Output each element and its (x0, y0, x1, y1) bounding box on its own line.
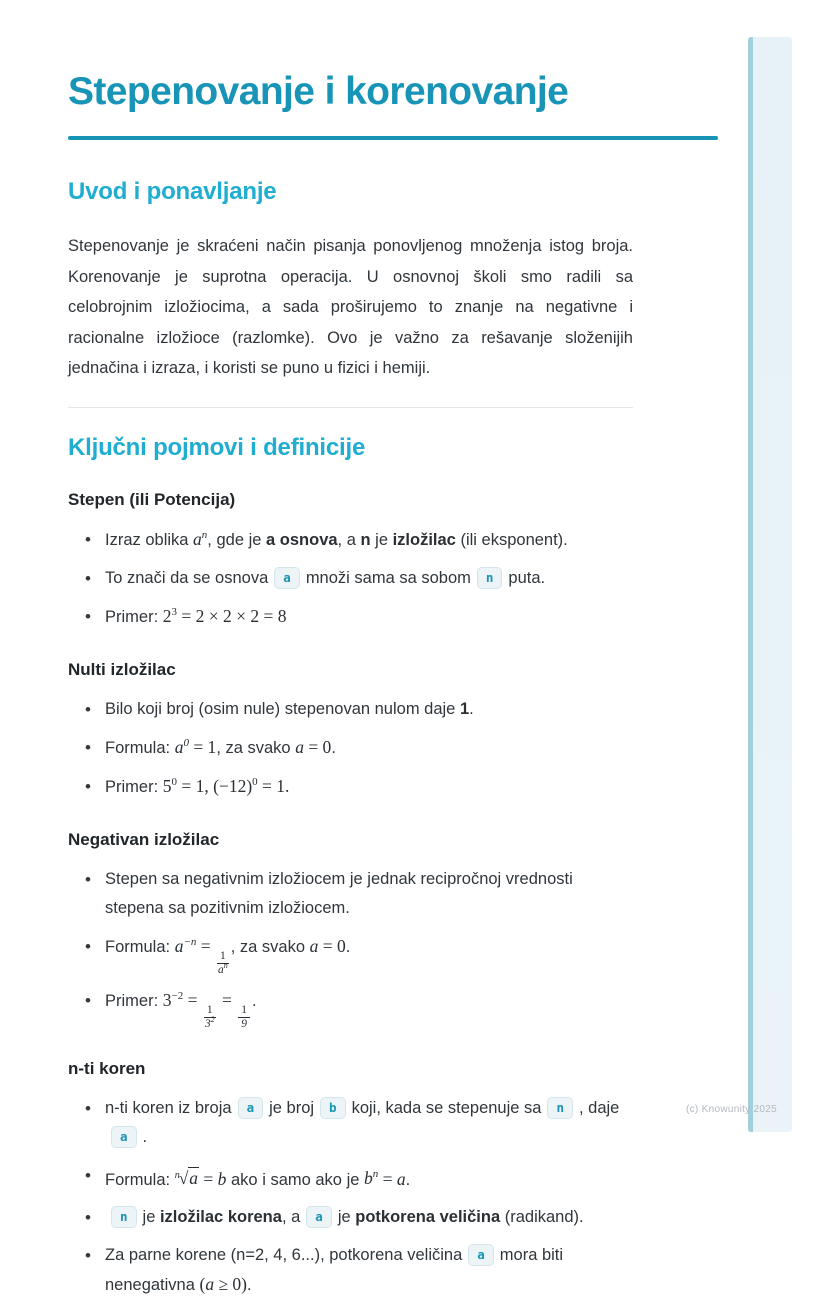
plain-text: . (251, 991, 257, 1010)
math-fraction (217, 951, 229, 977)
math-exponent: −2 (171, 989, 184, 1002)
plain-text: puta. (508, 568, 546, 587)
math-text: = (183, 989, 202, 1010)
math-text: = 0 (318, 935, 346, 956)
bold-text: n (360, 530, 371, 549)
plain-text: , gde je (207, 530, 267, 549)
plain-text: n-ti koren iz broja (105, 1098, 232, 1117)
plain-text: Za parne korene (n=2, 4, 6...), potkorena veličina (105, 1246, 463, 1265)
concept-subheading: Stepen (ili Potencija) (68, 489, 236, 509)
fraction-denominator: $a^n$ (218, 961, 228, 976)
list-item (105, 986, 633, 1031)
concept-groups (68, 489, 633, 1301)
plain-text: Formula: (105, 738, 175, 757)
plain-text: . (331, 738, 336, 757)
math-exponent: −n (183, 935, 197, 948)
plain-text: , a (281, 1208, 301, 1227)
math-exponent: 3 (171, 605, 177, 618)
math-exponent: 0 (171, 775, 177, 788)
plain-text: je (142, 1208, 160, 1227)
plain-text: koji, kada se stepenuje sa (351, 1098, 542, 1117)
plain-text: . (247, 1276, 252, 1295)
plain-text: To znači da se osnova (105, 568, 269, 587)
document-body (68, 0, 633, 1309)
list-item (105, 602, 633, 632)
section-divider (68, 407, 633, 408)
plain-text: , za svako (230, 937, 310, 956)
concepts-heading: Ključni pojmovi i definicije (68, 433, 366, 461)
math-power: $a^n$ (193, 528, 208, 549)
plain-text: Formula: (105, 937, 175, 956)
plain-text: , za svako (216, 738, 296, 757)
plain-text: (radikand). (500, 1208, 584, 1227)
fraction-denominator: $3^2$ (204, 1015, 215, 1030)
plain-text: Primer: (105, 991, 163, 1010)
list-item (105, 564, 633, 593)
list-item (105, 1094, 633, 1152)
concept-subheading: Nulti izložilac (68, 659, 176, 679)
intro-paragraph: Stepenovanje je skraćeni način pisanja ponovljenog množenja istog broja. Korenovanje je suprotna operacija. U osnovnoj školi smo radili sa celobrojnim izložiocima, a sada proširujemo to znanje na negativne i racionalne izložioce (razlomke). Ovo je važno za rešavanje složenijih jednačina i izraza, i koristi se puno u fizici i hemiji. (68, 237, 633, 377)
fraction-denominator: 9 (241, 1018, 247, 1030)
math-variable: a (205, 1274, 215, 1295)
bold-text: potkorena veličina (355, 1208, 501, 1227)
concept-subheading: Negativan izložilac (68, 829, 220, 849)
math-text: = 2 × 2 × 2 = 8 (177, 605, 287, 626)
inline-code-badge: a (111, 1126, 137, 1148)
math-power: $b^n$ (364, 1168, 379, 1189)
list-item (105, 1203, 633, 1232)
bullet-list (68, 695, 633, 802)
math-variable: b (217, 1168, 227, 1189)
fraction-den-exponent: 2 (210, 1015, 215, 1025)
math-text: ( (199, 1274, 206, 1295)
math-fraction (204, 1005, 216, 1031)
plain-text: , daje (578, 1098, 620, 1117)
plain-text: mora biti nenegativna (105, 1246, 564, 1295)
bullet-list (68, 525, 633, 632)
radical-sign: √ (178, 1168, 189, 1189)
list-item (105, 772, 633, 802)
plain-text: . (469, 699, 474, 718)
list-item (105, 733, 633, 763)
page-title: Stepenovanje i korenovanje (68, 70, 569, 113)
math-exponent: n (372, 1168, 379, 1181)
list-item (105, 865, 633, 923)
math-power: $a^0$ (174, 736, 189, 757)
math-variable: a (396, 1168, 406, 1189)
math-text: = 1 (188, 736, 217, 757)
inline-code-badge: a (274, 567, 300, 589)
math-exponent: 0 (183, 736, 189, 749)
inline-code-badge: n (111, 1206, 137, 1228)
plain-text: ako i samo ako je (226, 1170, 364, 1189)
math-fraction (238, 1005, 250, 1031)
title-underline-rule (68, 136, 718, 140)
math-text: = 0 (303, 736, 332, 757)
math-power: $a^{-n}$ (174, 935, 197, 956)
math-root (175, 1168, 199, 1188)
math-power: $2^3$ (162, 605, 177, 626)
plain-text: Formula: (105, 1170, 175, 1189)
math-text: = 1. (257, 775, 290, 796)
root-radicand: a (189, 1168, 199, 1189)
plain-text: . (405, 1170, 411, 1189)
root-index: n (174, 1169, 180, 1181)
fraction-numerator: 1 (217, 951, 229, 965)
math-text: = (217, 989, 237, 1010)
list-item (105, 695, 633, 724)
math-text: = (196, 935, 215, 956)
math-power: $(-12)^0$ (213, 775, 258, 796)
math-exponent: 0 (252, 775, 258, 788)
math-text: ≥ 0) (214, 1274, 248, 1295)
concept-subheading: n-ti koren (68, 1058, 146, 1078)
list-item (105, 1161, 633, 1195)
math-power: $3^{-2}$ (162, 989, 184, 1010)
list-item (105, 932, 633, 977)
math-variable: a (295, 736, 304, 757)
inline-code-badge: n (477, 567, 503, 589)
fraction-numerator: 1 (238, 1005, 250, 1019)
bullet-list (68, 1094, 633, 1301)
fraction-numerator: 1 (204, 1005, 216, 1019)
decorative-side-strip (748, 37, 792, 1132)
plain-text: , a (337, 530, 361, 549)
plain-text: Stepen sa negativnim izložiocem je jednak recipročnoj vrednosti stepena sa pozitivnim izložiocem. (105, 869, 573, 917)
list-item (105, 1241, 633, 1300)
plain-text: Primer: (105, 777, 163, 796)
plain-text: (ili eksponent). (455, 530, 568, 549)
inline-code-badge: n (547, 1097, 573, 1119)
math-variable: a (309, 935, 319, 956)
bullet-list (68, 865, 633, 1031)
plain-text: Izraz oblika (105, 530, 194, 549)
bold-text: a osnova (266, 530, 338, 549)
math-exponent: n (201, 528, 208, 541)
plain-text: . (142, 1127, 148, 1146)
inline-code-badge: a (306, 1206, 332, 1228)
math-text: = (378, 1168, 397, 1189)
plain-text: Primer: (105, 607, 163, 626)
bold-text: 1 (459, 699, 470, 718)
plain-text: je broj (269, 1098, 315, 1117)
math-text: = (199, 1168, 218, 1189)
plain-text: množi sama sa sobom (305, 568, 471, 587)
inline-code-badge: a (468, 1244, 494, 1266)
list-item (105, 525, 633, 555)
bold-text: izložilac (392, 530, 456, 549)
plain-text: . (345, 937, 351, 956)
fraction-den-exponent: n (223, 961, 228, 971)
bold-text: izložilac korena (159, 1208, 282, 1227)
math-power: $5^0$ (162, 775, 177, 796)
copyright-watermark: (c) Knowunity 2025 (686, 1104, 778, 1115)
math-text: = 1, (177, 775, 214, 796)
inline-code-badge: b (320, 1097, 346, 1119)
intro-heading: Uvod i ponavljanje (68, 178, 277, 205)
plain-text: Bilo koji broj (osim nule) stepenovan nulom daje (105, 699, 460, 718)
plain-text: je (337, 1208, 356, 1227)
plain-text: je (370, 530, 393, 549)
inline-code-badge: a (238, 1097, 264, 1119)
